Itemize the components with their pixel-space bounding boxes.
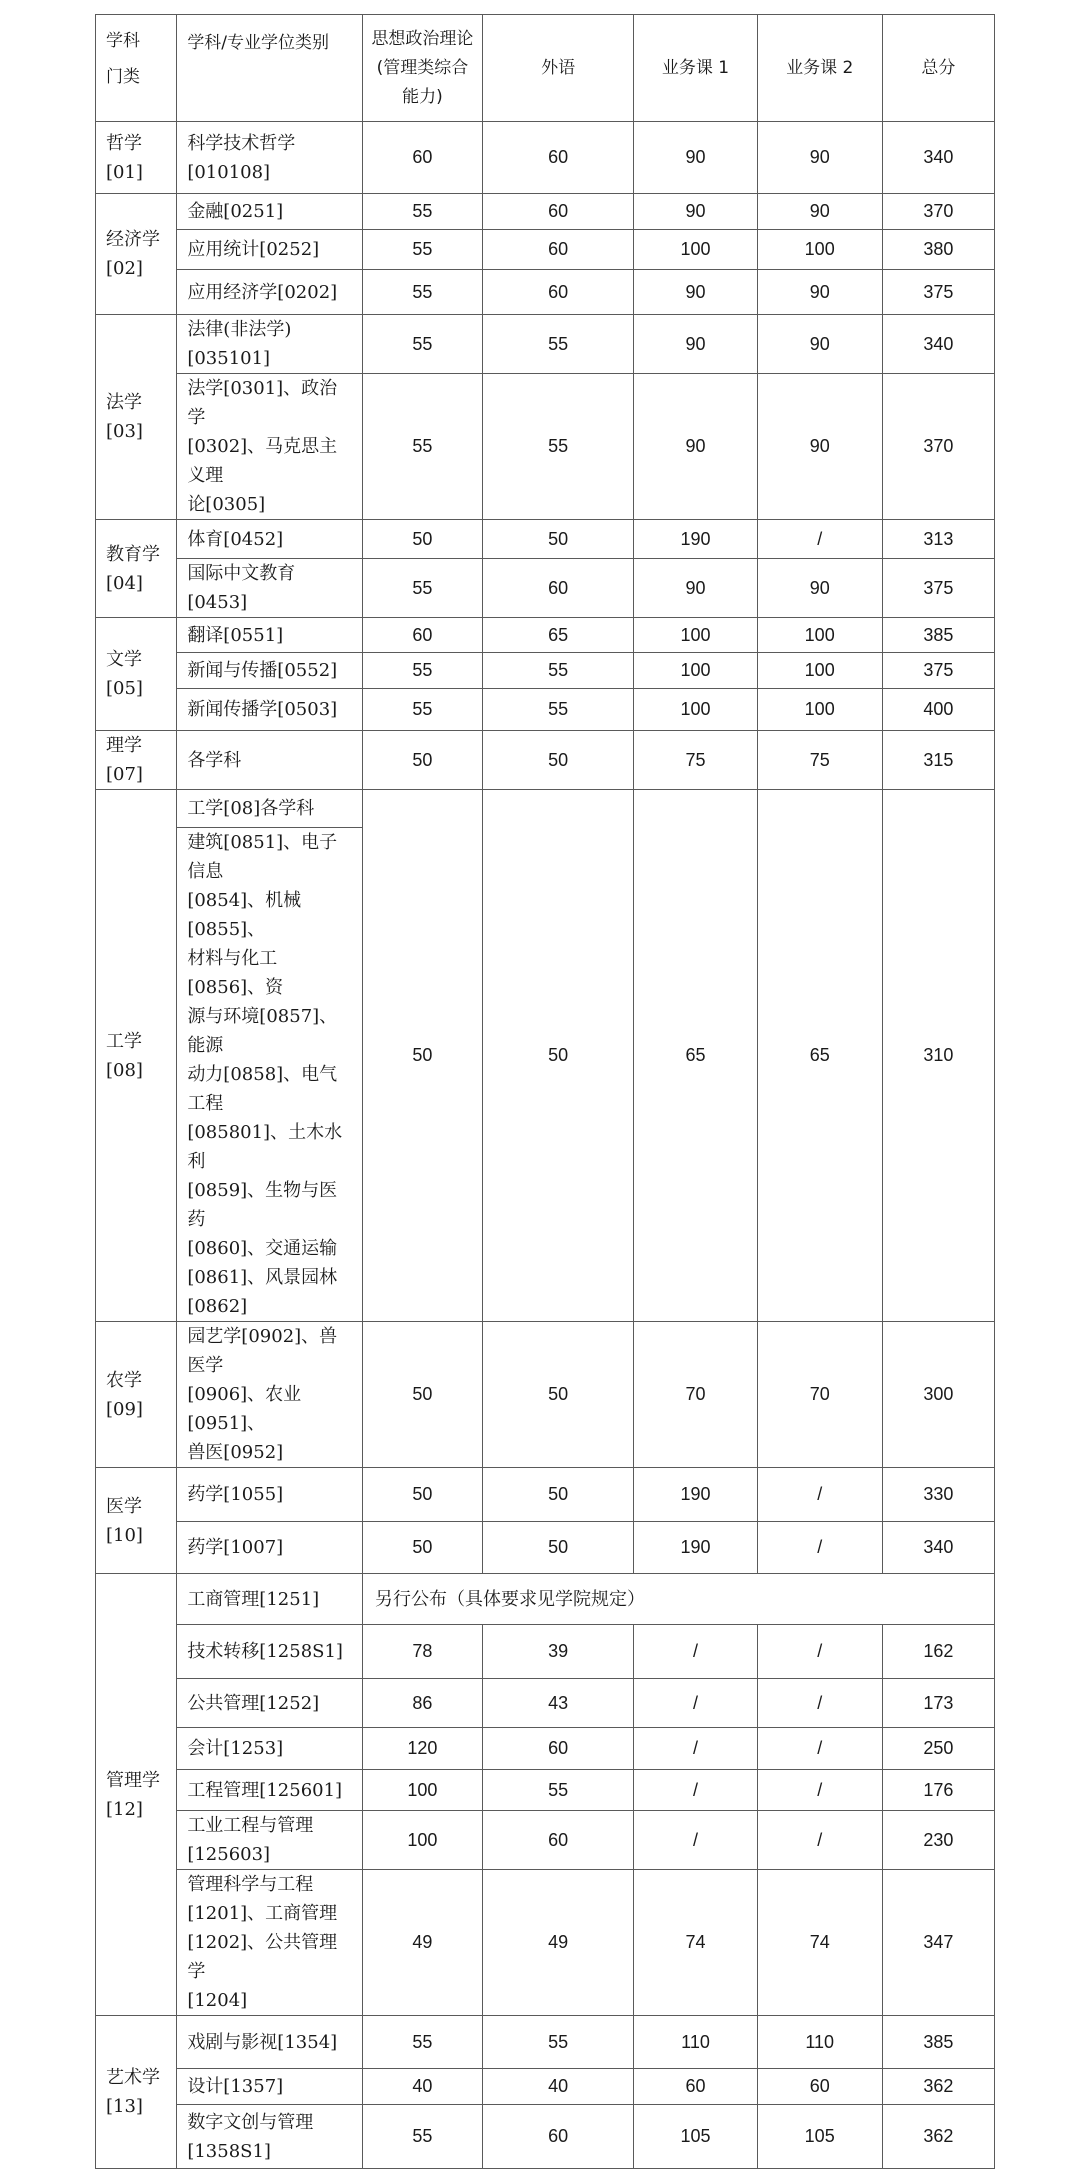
score-course1: 90 xyxy=(634,122,757,194)
score-total: 375 xyxy=(882,270,994,315)
major-line: [125603] xyxy=(187,1844,271,1865)
category-cell xyxy=(96,122,177,194)
table-row xyxy=(96,2069,995,2105)
table-row xyxy=(96,315,995,374)
table-row xyxy=(96,1870,995,2016)
score-politics: 55 xyxy=(363,194,483,230)
score-politics: 100 xyxy=(363,1770,483,1811)
score-course1: 110 xyxy=(634,2016,757,2069)
header-line: (管理类综合 xyxy=(376,57,469,78)
category-cell xyxy=(96,618,177,731)
table-row xyxy=(96,1728,995,1770)
score-course1: 75 xyxy=(634,731,757,790)
major-line: 金融[0251] xyxy=(187,201,284,222)
note-cell: 另行公布（具体要求见学院规定） xyxy=(363,1574,995,1625)
table-row xyxy=(96,2105,995,2169)
major-cell xyxy=(177,520,363,559)
score-course1: 100 xyxy=(634,653,757,689)
major-line: 工程管理[125601] xyxy=(187,1779,343,1801)
score-course1: 90 xyxy=(634,559,757,618)
score-course2: 90 xyxy=(757,270,882,315)
score-course1: 90 xyxy=(634,194,757,230)
table-body xyxy=(96,122,995,2169)
major-cell xyxy=(177,1574,363,1625)
major-line: [0302]、马克思主义理 xyxy=(187,436,338,486)
major-cell xyxy=(177,374,363,520)
score-foreign: 39 xyxy=(482,1625,634,1679)
major-line: 会计[1253] xyxy=(187,1738,284,1759)
major-cell xyxy=(177,1625,363,1679)
score-course1: 190 xyxy=(634,1522,757,1574)
category-code: [13] xyxy=(106,2096,143,2117)
table-row xyxy=(96,1811,995,1870)
major-line: 新闻与传播[0552] xyxy=(187,660,338,681)
score-total: 330 xyxy=(882,1468,994,1522)
score-politics: 50 xyxy=(363,1522,483,1574)
major-line: 材料与化工[0856]、资 xyxy=(187,948,284,998)
table-row xyxy=(96,194,995,230)
score-foreign: 49 xyxy=(482,1870,634,2016)
score-total: 313 xyxy=(882,520,994,559)
score-politics: 55 xyxy=(363,315,483,374)
category-name: 教育学 xyxy=(106,543,160,565)
major-cell xyxy=(177,2069,363,2105)
table-row xyxy=(96,1625,995,1679)
category-cell xyxy=(96,1468,177,1574)
major-line: [085801]、土木水利 xyxy=(187,1122,343,1172)
score-politics: 60 xyxy=(363,618,483,653)
score-course1: / xyxy=(634,1770,757,1811)
score-foreign: 60 xyxy=(482,2105,634,2169)
score-total: 375 xyxy=(882,559,994,618)
score-course2: 65 xyxy=(757,790,882,1322)
score-course1: 70 xyxy=(634,1322,757,1468)
score-course2: / xyxy=(757,1625,882,1679)
score-foreign: 50 xyxy=(482,1322,634,1468)
score-total: 315 xyxy=(882,731,994,790)
score-course2: 100 xyxy=(757,653,882,689)
major-line: 应用经济学[0202] xyxy=(187,281,338,303)
major-line: 管理科学与工程 xyxy=(187,1874,314,1895)
major-cell xyxy=(177,1870,363,2016)
score-course1: 105 xyxy=(634,2105,757,2169)
score-foreign: 50 xyxy=(482,1522,634,1574)
score-foreign: 50 xyxy=(482,790,634,1322)
major-cell xyxy=(177,270,363,315)
score-foreign: 60 xyxy=(482,122,634,194)
score-total: 230 xyxy=(882,1811,994,1870)
score-course2: 100 xyxy=(757,618,882,653)
score-politics: 50 xyxy=(363,1322,483,1468)
table-row xyxy=(96,374,995,520)
header-politics xyxy=(363,15,483,122)
table-row xyxy=(96,1574,995,1625)
major-line: 药学[1007] xyxy=(187,1537,284,1558)
category-cell xyxy=(96,315,177,520)
score-course2: 105 xyxy=(757,2105,882,2169)
score-politics: 55 xyxy=(363,559,483,618)
major-cell xyxy=(177,1322,363,1468)
score-foreign: 40 xyxy=(482,2069,634,2105)
major-cell xyxy=(177,1468,363,1522)
score-course2: 75 xyxy=(757,731,882,790)
table-row xyxy=(96,653,995,689)
category-cell xyxy=(96,1322,177,1468)
score-total: 250 xyxy=(882,1728,994,1770)
score-foreign: 60 xyxy=(482,194,634,230)
score-politics: 60 xyxy=(363,122,483,194)
major-cell xyxy=(177,1770,363,1811)
major-line: 国际中文教育[0453] xyxy=(187,563,296,613)
score-total: 385 xyxy=(882,618,994,653)
header-total xyxy=(882,15,994,122)
major-line: 翻译[0551] xyxy=(187,624,284,646)
category-code: [10] xyxy=(106,1524,143,1546)
score-course1: 74 xyxy=(634,1870,757,2016)
major-cell xyxy=(177,559,363,618)
score-table xyxy=(95,14,995,2169)
score-total: 310 xyxy=(882,790,994,1322)
major-line: [1201]、工商管理 xyxy=(187,1903,338,1924)
score-course2: / xyxy=(757,1522,882,1574)
header-category xyxy=(96,15,177,122)
major-cell xyxy=(177,689,363,731)
score-course2: / xyxy=(757,520,882,559)
table-row xyxy=(96,1322,995,1468)
header-foreign xyxy=(482,15,634,122)
major-cell xyxy=(177,790,363,828)
score-total: 400 xyxy=(882,689,994,731)
category-name: 工学 xyxy=(106,1030,142,1052)
score-foreign: 55 xyxy=(482,1770,634,1811)
score-politics: 55 xyxy=(363,374,483,520)
score-foreign: 60 xyxy=(482,1811,634,1870)
header-course1 xyxy=(634,15,757,122)
score-course2: 90 xyxy=(757,374,882,520)
category-name: 艺术学 xyxy=(106,2067,160,2088)
score-total: 173 xyxy=(882,1679,994,1728)
header-row xyxy=(96,15,995,122)
major-line: 论[0305] xyxy=(187,494,266,515)
category-code: [05] xyxy=(106,678,143,699)
score-course2: / xyxy=(757,1811,882,1870)
score-foreign: 60 xyxy=(482,559,634,618)
score-course2: / xyxy=(757,1728,882,1770)
score-course1: 65 xyxy=(634,790,757,1322)
category-name: 管理学 xyxy=(106,1769,160,1791)
header-line: 业务课 1 xyxy=(661,57,730,78)
category-code: [08] xyxy=(106,1059,143,1081)
score-course2: 90 xyxy=(757,315,882,374)
major-cell xyxy=(177,828,363,1322)
header-line: 总分 xyxy=(921,57,956,78)
score-foreign: 60 xyxy=(482,230,634,270)
score-course1: 60 xyxy=(634,2069,757,2105)
table-row xyxy=(96,618,995,653)
category-cell xyxy=(96,1574,177,2016)
score-course2: 90 xyxy=(757,194,882,230)
table-row xyxy=(96,270,995,315)
score-politics: 55 xyxy=(363,2016,483,2069)
category-code: [04] xyxy=(106,572,143,594)
major-line: [0861]、风景园林 xyxy=(187,1267,338,1288)
major-line: 公共管理[1252] xyxy=(187,1692,320,1714)
score-foreign: 55 xyxy=(482,653,634,689)
table-row xyxy=(96,731,995,790)
category-name: 经济学 xyxy=(106,229,160,250)
major-line: 工业工程与管理 xyxy=(187,1815,314,1836)
header-line: 思想政治理论 xyxy=(371,28,474,49)
major-line: [1202]、公共管理学 xyxy=(187,1932,338,1982)
score-politics: 100 xyxy=(363,1811,483,1870)
score-total: 385 xyxy=(882,2016,994,2069)
major-cell xyxy=(177,1679,363,1728)
major-cell xyxy=(177,122,363,194)
score-foreign: 55 xyxy=(482,374,634,520)
category-code: [03] xyxy=(106,421,143,442)
score-politics: 50 xyxy=(363,1468,483,1522)
score-course2: / xyxy=(757,1770,882,1811)
table-row xyxy=(96,230,995,270)
score-politics: 86 xyxy=(363,1679,483,1728)
score-course2: 70 xyxy=(757,1322,882,1468)
score-total: 375 xyxy=(882,653,994,689)
score-politics: 40 xyxy=(363,2069,483,2105)
table-row xyxy=(96,1770,995,1811)
table-row xyxy=(96,1522,995,1574)
major-cell xyxy=(177,194,363,230)
score-course2: / xyxy=(757,1679,882,1728)
category-code: [09] xyxy=(106,1398,143,1420)
score-politics: 120 xyxy=(363,1728,483,1770)
major-line: [0862] xyxy=(187,1296,248,1317)
header-line: 门类 xyxy=(106,67,140,87)
score-politics: 55 xyxy=(363,230,483,270)
major-line: 体育[0452] xyxy=(187,528,284,550)
major-cell xyxy=(177,315,363,374)
score-politics: 50 xyxy=(363,790,483,1322)
score-total: 370 xyxy=(882,194,994,230)
score-foreign: 55 xyxy=(482,689,634,731)
category-code: [02] xyxy=(106,258,143,279)
category-cell xyxy=(96,520,177,618)
score-course2: 110 xyxy=(757,2016,882,2069)
major-cell xyxy=(177,230,363,270)
score-politics: 55 xyxy=(363,2105,483,2169)
category-code: [01] xyxy=(106,161,143,183)
score-course2: 100 xyxy=(757,230,882,270)
major-line: 法律(非法学)[035101] xyxy=(187,319,292,369)
category-name: 医学 xyxy=(106,1495,142,1517)
major-line: 设计[1357] xyxy=(187,2076,284,2097)
score-course2: 90 xyxy=(757,559,882,618)
major-line: 工学[08]各学科 xyxy=(187,798,315,819)
major-line: 法学[0301]、政治学 xyxy=(187,378,338,428)
major-line: 工商管理[1251] xyxy=(187,1588,320,1610)
major-line: [0860]、交通运输 xyxy=(187,1238,338,1259)
score-foreign: 50 xyxy=(482,520,634,559)
table-row xyxy=(96,122,995,194)
table-row xyxy=(96,520,995,559)
category-name: 理学 xyxy=(106,735,142,756)
score-total: 340 xyxy=(882,315,994,374)
score-course2: 74 xyxy=(757,1870,882,2016)
header-line: 学科/专业学位类别 xyxy=(187,33,330,53)
major-line: 戏剧与影视[1354] xyxy=(187,2031,338,2053)
category-code: [07] xyxy=(106,764,143,785)
score-course1: 90 xyxy=(634,374,757,520)
major-line: 兽医[0952] xyxy=(187,1442,284,1463)
score-course2: 90 xyxy=(757,122,882,194)
header-line: 外语 xyxy=(541,57,576,78)
major-line: 数字文创与管理 xyxy=(187,2111,314,2133)
score-course1: / xyxy=(634,1811,757,1870)
score-total: 347 xyxy=(882,1870,994,2016)
header-line: 学科 xyxy=(106,31,140,51)
table-row xyxy=(96,1468,995,1522)
header-line: 能力) xyxy=(402,86,443,107)
header-course2 xyxy=(757,15,882,122)
score-politics: 50 xyxy=(363,520,483,559)
score-politics: 50 xyxy=(363,731,483,790)
score-course1: 100 xyxy=(634,230,757,270)
score-course1: 90 xyxy=(634,270,757,315)
score-total: 380 xyxy=(882,230,994,270)
score-course1: 190 xyxy=(634,520,757,559)
major-cell xyxy=(177,1522,363,1574)
table-row xyxy=(96,1679,995,1728)
major-line: [1358S1] xyxy=(187,2140,271,2162)
header-major xyxy=(177,15,363,122)
score-foreign: 60 xyxy=(482,270,634,315)
score-total: 162 xyxy=(882,1625,994,1679)
major-cell xyxy=(177,653,363,689)
category-cell xyxy=(96,194,177,315)
major-line: 技术转移[1258S1] xyxy=(187,1641,343,1662)
major-line: [0859]、生物与医药 xyxy=(187,1180,338,1230)
table-row xyxy=(96,790,995,828)
category-name: 农学 xyxy=(106,1369,142,1391)
category-name: 哲学 xyxy=(106,132,142,154)
major-cell xyxy=(177,731,363,790)
table-row xyxy=(96,2016,995,2069)
score-total: 362 xyxy=(882,2069,994,2105)
major-cell xyxy=(177,1811,363,1870)
major-cell xyxy=(177,2105,363,2169)
major-line: [1204] xyxy=(187,1990,248,2011)
major-line: 药学[1055] xyxy=(187,1484,284,1505)
header-line: 业务课 2 xyxy=(786,57,854,78)
score-course2: 100 xyxy=(757,689,882,731)
score-total: 300 xyxy=(882,1322,994,1468)
category-name: 文学 xyxy=(106,649,142,670)
score-foreign: 43 xyxy=(482,1679,634,1728)
score-foreign: 55 xyxy=(482,315,634,374)
category-cell xyxy=(96,731,177,790)
major-line: 应用统计[0252] xyxy=(187,239,320,260)
score-course1: 100 xyxy=(634,618,757,653)
score-course1: 100 xyxy=(634,689,757,731)
score-course1: / xyxy=(634,1625,757,1679)
score-politics: 55 xyxy=(363,270,483,315)
category-cell xyxy=(96,790,177,1322)
major-line: 各学科 xyxy=(187,749,242,771)
score-foreign: 50 xyxy=(482,731,634,790)
major-line: 源与环境[0857]、能源 xyxy=(187,1006,338,1056)
score-course2: 60 xyxy=(757,2069,882,2105)
score-politics: 55 xyxy=(363,689,483,731)
major-line: 建筑[0851]、电子信息 xyxy=(187,832,338,882)
category-code: [12] xyxy=(106,1798,143,1820)
score-politics: 55 xyxy=(363,653,483,689)
score-course1: / xyxy=(634,1679,757,1728)
major-cell xyxy=(177,618,363,653)
score-total: 340 xyxy=(882,122,994,194)
category-cell xyxy=(96,2016,177,2169)
score-foreign: 60 xyxy=(482,1728,634,1770)
major-line: [0906]、农业[0951]、 xyxy=(187,1384,302,1434)
score-foreign: 65 xyxy=(482,618,634,653)
score-politics: 49 xyxy=(363,1870,483,2016)
score-foreign: 50 xyxy=(482,1468,634,1522)
major-line: 科学技术哲学[010108] xyxy=(187,132,296,183)
score-foreign: 55 xyxy=(482,2016,634,2069)
score-course1: 190 xyxy=(634,1468,757,1522)
score-course1: / xyxy=(634,1728,757,1770)
score-total: 176 xyxy=(882,1770,994,1811)
score-total: 362 xyxy=(882,2105,994,2169)
major-line: 动力[0858]、电气工程 xyxy=(187,1064,338,1114)
table-row xyxy=(96,559,995,618)
score-total: 370 xyxy=(882,374,994,520)
major-line: 园艺学[0902]、兽医学 xyxy=(187,1326,338,1376)
score-total: 340 xyxy=(882,1522,994,1574)
major-cell xyxy=(177,2016,363,2069)
major-cell xyxy=(177,1728,363,1770)
category-name: 法学 xyxy=(106,392,142,413)
major-line: [0854]、机械[0855]、 xyxy=(187,890,302,940)
score-course1: 90 xyxy=(634,315,757,374)
score-course2: / xyxy=(757,1468,882,1522)
table-row xyxy=(96,689,995,731)
score-politics: 78 xyxy=(363,1625,483,1679)
major-line: 新闻传播学[0503] xyxy=(187,699,338,720)
